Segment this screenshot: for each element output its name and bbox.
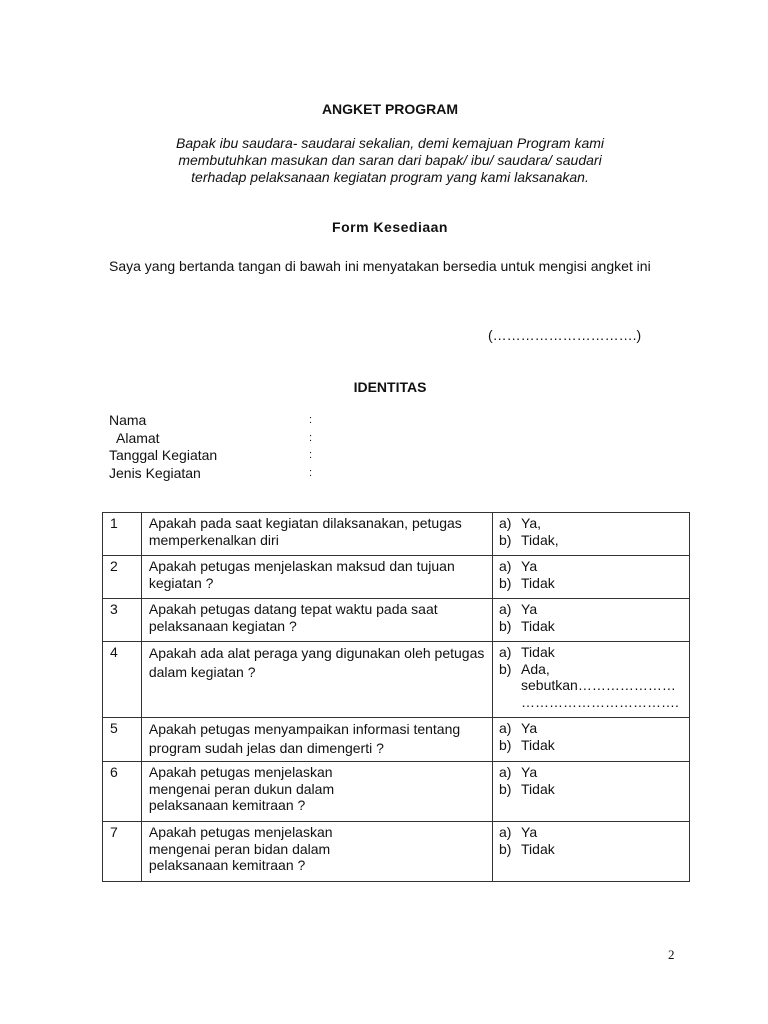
option-key: a) [499,644,512,660]
question-number: 6 [103,762,142,822]
question-text: Apakah petugas menyampaikan informasi tentang program sudah jelas dan dimengerti ? [141,718,492,762]
question-number: 1 [103,513,142,556]
identity-colon: : [309,431,313,444]
option-key: a) [499,515,512,531]
option-value: Tidak [521,574,555,591]
option-value: Ya [521,720,538,736]
option-value: Ya [521,824,538,840]
option-value: Ada, [521,660,550,677]
option-b [499,575,683,592]
option-b [499,618,683,635]
identity-colon: : [309,414,313,426]
table-row [103,822,690,882]
signature-placeholder: (………………………….) [488,327,642,343]
identity-label: Nama [109,412,147,428]
identity-row-jenis [109,465,349,483]
answer-options [493,556,690,599]
option-a [499,601,683,618]
option-key: a) [499,601,512,617]
questionnaire-table [102,512,690,882]
option-b [499,781,683,798]
answer-options [493,822,690,882]
form-kesediaan-heading: Form Kesediaan [332,219,448,235]
question-text: Apakah ada alat peraga yang digunakan oleh petugas dalam kegiatan ? [141,642,492,718]
answer-options [493,599,690,642]
option-key: a) [499,558,512,574]
question-number: 3 [103,599,142,642]
option-value: Ya [521,558,538,574]
option-b [499,841,683,858]
option-value: Ya [521,764,538,780]
identity-colon: : [309,466,313,479]
table-row [103,762,690,822]
identity-label: Tanggal Kegiatan [109,447,218,463]
option-a [499,515,683,532]
option-a [499,824,683,841]
answer-options [493,762,690,822]
question-text: Apakah pada saat kegiatan dilaksanakan, petugas memperkenalkan diri [141,513,492,556]
identity-label: Alamat [116,429,160,446]
question-number: 7 [103,822,142,882]
option-b-continuation: sebutkan………………… [521,677,676,693]
option-value: Ya, [521,515,541,531]
intro-paragraph: Bapak ibu saudara- saudarai sekalian, demi kemajuan Program kami membutuhkan masukan dan saran dari bapak/ ibu/ saudara/ saudari terhadap pelaksanaan kegiatan program yang kami laksanakan. [176,135,604,185]
option-a [499,558,683,575]
question-number: 4 [103,642,142,718]
answer-options [493,642,690,718]
option-b [499,532,683,549]
table-row [103,599,690,642]
option-value: Tidak, [521,531,559,548]
consent-statement: Saya yang bertanda tangan di bawah ini menyatakan bersedia untuk mengisi angket ini [109,258,651,274]
question-text: Apakah petugas menjelaskan mengenai peran dukun dalam pelaksanaan kemitraan ? [141,762,492,822]
option-key: a) [499,720,512,736]
option-value: Tidak [521,644,555,660]
option-key: b) [499,574,512,591]
option-value: Tidak [521,780,555,797]
option-value: Tidak [521,736,555,753]
page-number: 2 [668,947,675,962]
option-key: a) [499,824,512,840]
option-key: b) [499,660,512,677]
identity-row-nama [109,412,349,430]
option-key: a) [499,764,512,780]
option-key: b) [499,531,512,548]
option-value: Ya [521,601,538,617]
option-a [499,720,683,737]
option-b [499,737,683,754]
option-a [499,764,683,781]
identity-colon: : [309,449,313,461]
answer-options [493,513,690,556]
option-key: b) [499,840,512,857]
identitas-heading: IDENTITAS [353,379,427,395]
option-value: Tidak [521,617,555,634]
option-b-continuation: ……………………………. [521,693,679,710]
document-title: ANGKET PROGRAM [321,101,459,117]
identity-row-tanggal [109,447,349,465]
question-number: 2 [103,556,142,599]
table-row [103,556,690,599]
option-value: Tidak [521,840,555,857]
question-text: Apakah petugas datang tepat waktu pada saat pelaksanaan kegiatan ? [141,599,492,642]
option-key: b) [499,617,512,634]
table-row [103,718,690,762]
table-row [103,513,690,556]
identity-row-alamat [109,430,349,448]
table-row [103,642,690,718]
answer-options [493,718,690,762]
option-b [499,661,683,678]
identity-label: Jenis Kegiatan [109,464,201,481]
question-text: Apakah petugas menjelaskan maksud dan tujuan kegiatan ? [141,556,492,599]
option-key: b) [499,780,512,797]
option-key: b) [499,736,512,753]
identity-fields [109,412,349,482]
question-number: 5 [103,718,142,762]
option-a [499,644,683,661]
question-text: Apakah petugas menjelaskan mengenai peran bidan dalam pelaksanaan kemitraan ? [141,822,492,882]
